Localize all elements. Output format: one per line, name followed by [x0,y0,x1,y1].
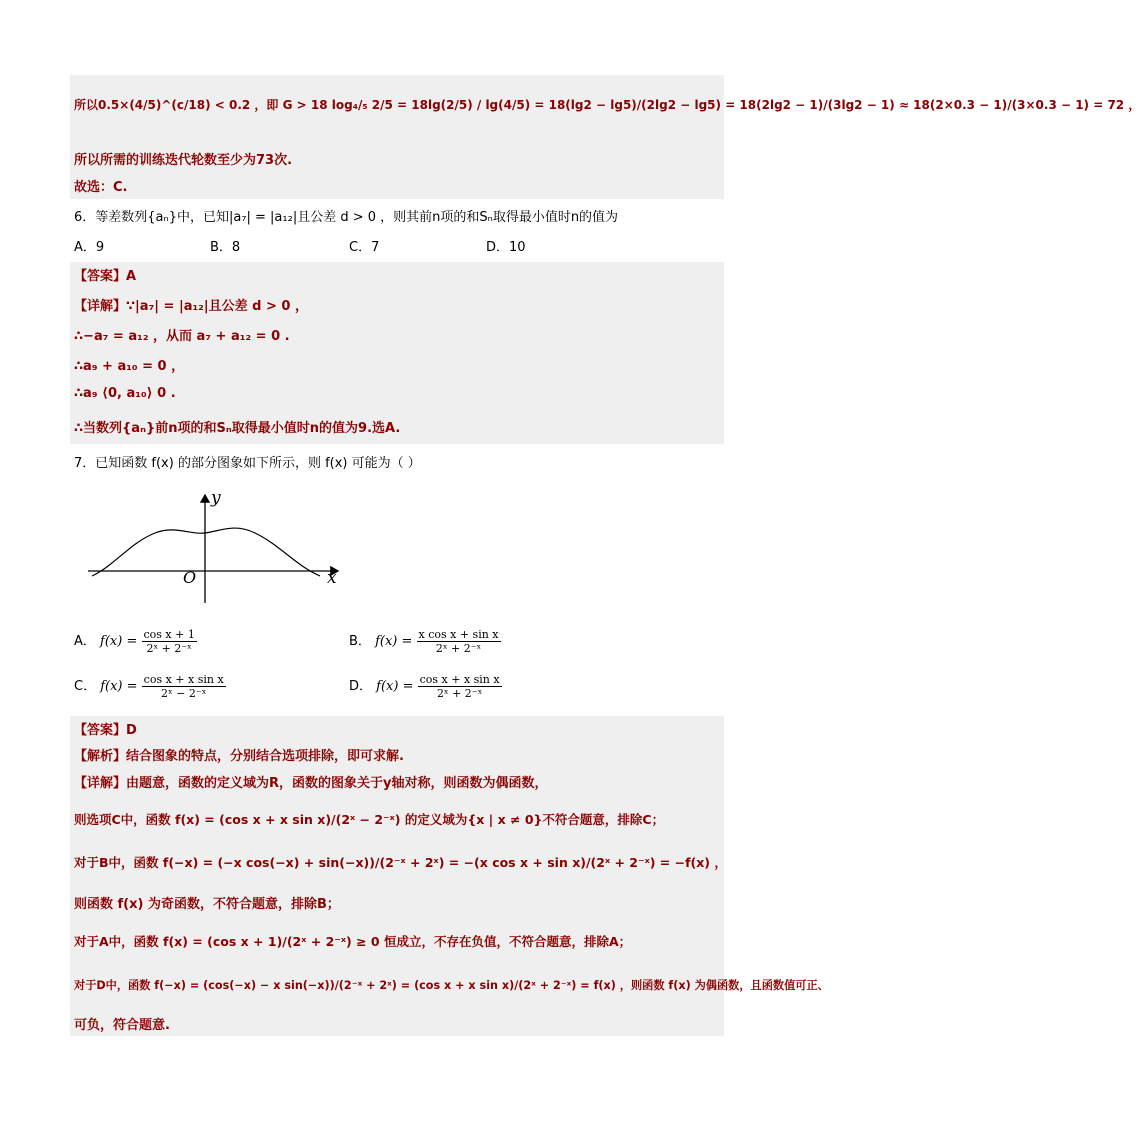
question7-option-c: C． f(x) = $\frac{\text{cos x + x sin x}}{\text{2ˣ − 2⁻ˣ}}$ [74,673,224,700]
solution5-line2: 所以所需的训练迭代轮数至少为73次. [74,153,293,168]
question7-option-b: B． f(x) = $\frac{\text{x cos x + sin x}}{\text{2ˣ + 2⁻ˣ}}$ [349,628,499,655]
question7-detail-6: 对于D中，函数 f(−x) = (cos(−x) − x sin(−x))/(2⁻ˣ + 2ˣ) = (cos x + x sin x)/(2ˣ + 2⁻ˣ) = f(x) ，则函数 f(x) 为偶函数，且函数值可正、 [74,979,829,992]
question6-detail-3: ∴a₉ + a₁₀ = 0 ， [74,359,185,374]
question6-answer: 【答案】A [74,269,137,284]
solution5-line1: 所以0.5×(4/5)^(c/18) < 0.2 ，即 G > 18 log₄/₅ 2/5 = 18lg(2/5) / lg(4/5) = 18(lg2 − lg5)/(2lg2 − lg5) = 18(2lg2 − 1)/(3lg2 − 1) ≈ 18(2×0.3 − 1)/(3×0.3 − 1) = 72 ， [74,98,1140,112]
function-curve [92,528,320,576]
question7-detail-2: 则选项C中，函数 f(x) = (cos x + x sin x)/(2ˣ − 2⁻ˣ) 的定义域为{x | x ≠ 0}不符合题意，排除C； [74,812,665,827]
question6-detail-4: ∴a₉ ⟨0, a₁₀⟩ 0 . [74,386,176,401]
question6-detail-2: ∴−a₇ = a₁₂ ，从而 a₇ + a₁₂ = 0 . [74,329,290,344]
question6-option-d: D．10 [486,240,526,255]
x-axis-label: x [327,568,337,588]
question6-detail-1: 【详解】∵|a₇| = |a₁₂|且公差 d > 0 ， [74,299,308,314]
origin-label: O [183,568,197,587]
question6-stem: 6．等差数列{aₙ}中，已知|a₇| = |a₁₂|且公差 d > 0 ，则其前n项的和Sₙ取得最小值时n的值为 [74,210,619,225]
question6-option-b: B．8 [210,240,241,255]
question7-detail-7: 可负，符合题意. [74,1018,170,1033]
question6-detail-5: ∴当数列{aₙ}前n项的和Sₙ取得最小值时n的值为9.选A. [74,421,401,436]
question7-analysis: 【解析】结合图象的特点，分别结合选项排除，即可求解. [74,749,404,764]
question7-option-d: D． f(x) = $\frac{\text{cos x + x sin x}}{\text{2ˣ + 2⁻ˣ}}$ [349,673,500,700]
question6-option-c: C．7 [349,240,380,255]
question7-option-a: A． f(x) = $\frac{\text{cos x + 1}}{\text{2ˣ + 2⁻ˣ}}$ [74,628,195,655]
question7-detail-3: 对于B中，函数 f(−x) = (−x cos(−x) + sin(−x))/(2⁻ˣ + 2ˣ) = −(x cos x + sin x)/(2ˣ + 2⁻ˣ) = −f(x) ， [74,855,727,870]
question7-stem: 7．已知函数 f(x) 的部分图象如下所示，则 f(x) 可能为（ ） [74,456,421,471]
question6-option-a: A．9 [74,240,105,255]
solution5-line3: 故选：C. [74,180,128,195]
function-graph [80,485,350,610]
question7-detail-4: 则函数 f(x) 为奇函数，不符合题意，排除B； [74,897,340,912]
question7-answer: 【答案】D [74,723,137,738]
y-axis-label: y [211,488,221,508]
question7-detail-1: 【详解】由题意，函数的定义域为R，函数的图象关于y轴对称，则函数为偶函数， [74,776,548,791]
question7-detail-5: 对于A中，函数 f(x) = (cos x + 1)/(2ˣ + 2⁻ˣ) ≥ 0 恒成立，不存在负值，不符合题意，排除A； [74,934,632,949]
solution-block-5 [70,75,724,199]
